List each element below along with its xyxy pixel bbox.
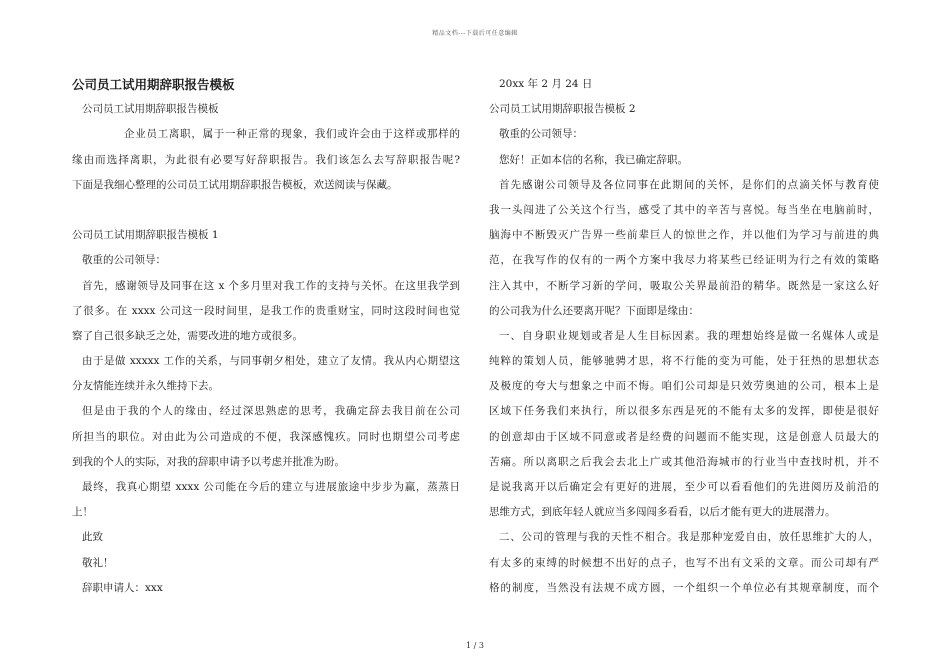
paragraph-line: 我一头闯进了公关这个行当，感受了其中的辛苦与喜悦。每当坐在电脑前时，	[489, 203, 879, 216]
paragraph-line: 是说我离开以后确定会有更好的进展，至少可以看看他们的先进阅历及前沿的	[489, 481, 879, 493]
paragraph-line: 思维方式，到底年轻人就应当多闯闯多看看，以后才能有更大的进展潜力。	[489, 506, 836, 519]
paragraph-line: 但是由于我的个人的缘由，经过深思熟虑的思考，我确定辞去我目前在公司	[82, 405, 460, 418]
paragraph-line: 缘由而选择离职，为此很有必要写好辞职报告。我们该怎么去写辞职报告呢?	[72, 153, 460, 166]
signature-line: 辞职申请人：xxx	[82, 581, 163, 594]
paragraph-line: 所担当的职位。对由此为公司造成的不便，我深感愧疚。同时也期望公司考虑	[72, 430, 460, 443]
paragraph-line: 及极度的夸大与想象之中而不悔。咱们公司却是只效劳奥迪的公司，根本上是	[489, 380, 879, 393]
paragraph-line: 下面是我细心整理的公司员工试用期辞职报告模板，欢送阅读与保藏。	[72, 178, 398, 191]
paragraph-line: 的创意却由于区域不同意或者是经费的问题而不能实现，这是创意人员最大的	[489, 430, 879, 443]
paragraph-line: 苦痛。所以离职之后我会去北上广或其他沿海城市的行业当中查找时机，并不	[489, 455, 879, 468]
blank-line	[72, 198, 460, 223]
paragraph-line: 纯粹的策划人员，能够驰骋才思，将不行能的变为可能，处于狂热的思想状态	[489, 355, 879, 368]
closing-line: 此致	[82, 531, 103, 544]
document-title: 公司员工试用期辞职报告模板	[72, 77, 235, 92]
paragraph-line: 区域下任务我们来执行，所以很多东西是死的不能有太多的发挥，即使是很好	[489, 405, 879, 418]
paragraph-line: 有太多的束缚的时候想不出好的点子，也写不出有文采的文章。而公司却有严	[489, 556, 879, 569]
paragraph-line: 上！	[72, 506, 93, 519]
section-heading: 公司员工试用期辞职报告模板 2	[489, 103, 636, 116]
section-heading: 公司员工试用期辞职报告模板 1	[72, 229, 219, 242]
paragraph-line: 了很多。在 xxxx 公司这一段时间里，是我工作的贵重财宝，同时这段时间也觉	[72, 304, 460, 317]
paragraph-line: 最终，我真心期望 xxxx 公司能在今后的建立与进展旅途中步步为赢，蒸蒸日	[82, 481, 460, 493]
page-number: 1 / 3	[466, 641, 484, 650]
paragraph-line: 察了自己很多缺乏之处，需要改进的地方或很多。	[72, 329, 303, 342]
paragraph-line: 由于是做 xxxxx 工作的关系，与同事朝夕相处，建立了友情。我从内心期望这	[82, 355, 460, 368]
paragraph-line: 分友情能连续并永久维持下去。	[72, 380, 219, 393]
right-column	[489, 72, 879, 601]
subtitle: 公司员工试用期辞职报告模板	[82, 103, 219, 116]
paragraph-line: 到我的个人的实际，对我的辞职申请予以考虑并批准为盼。	[72, 455, 345, 468]
page-header: 精品文档---下载后可任意编辑	[432, 30, 518, 37]
paragraph-line: 二、公司的管理与我的天性不相合。我是那种宠爱自由，放任思维扩大的人，	[499, 531, 879, 544]
salutation: 敬重的公司领导：	[82, 254, 166, 267]
left-column	[72, 72, 460, 601]
paragraph-line: 一、自身职业规划或者是人生目标因素。我的理想始终是做一名媒体人或是	[499, 329, 879, 342]
salutation: 敬重的公司领导：	[499, 128, 583, 141]
paragraph-line: 企业员工离职，属于一种正常的现象，我们或许会由于这样或那样的	[124, 128, 460, 141]
paragraph-line: 的公司我为什么还要离开呢？下面即是缘由：	[489, 304, 699, 317]
closing-line: 敬礼！	[82, 556, 114, 569]
date-line: 20xx 年 2 月 24 日	[499, 78, 593, 90]
greeting-line: 您好！正如本信的名称，我已确定辞职。	[499, 153, 688, 166]
paragraph-line: 注入其中，不断学习新的学问，吸取公关界最前沿的精华。既然是一家这么好	[489, 279, 879, 292]
paragraph-line: 首先，感谢领导及同事在这 x 个多月里对我工作的支持与关怀。在这里我学到	[82, 279, 460, 292]
paragraph-line: 范，在我写作的仅有的一两个方案中我尽力将某些已经证明为行之有效的策略	[489, 254, 879, 267]
paragraph-line: 首先感谢公司领导及各位同事在此期间的关怀，是你们的点滴关怀与教育使	[499, 178, 879, 191]
paragraph-line: 格的制度，当然没有法规不成方圆，一个组织一个单位必有其规章制度，而个	[489, 581, 879, 594]
paragraph-line: 脑海中不断毁灭广告界一些前辈巨人的惊世之作，并以他们为学习与前进的典	[489, 229, 879, 242]
